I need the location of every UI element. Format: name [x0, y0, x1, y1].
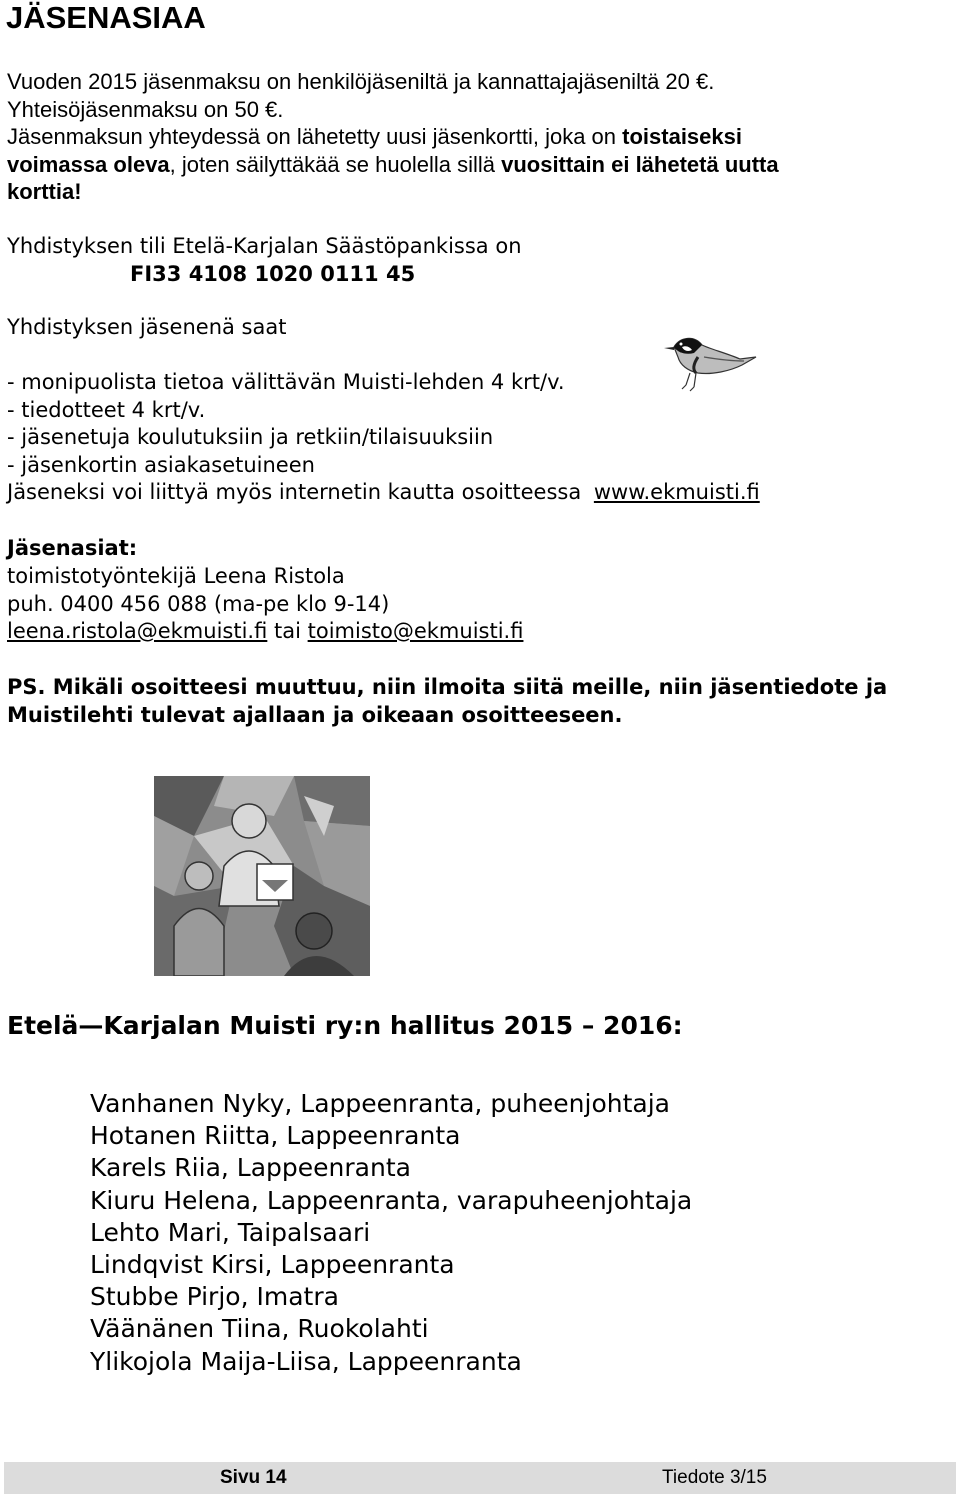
board-member: Hotanen Riitta, Lappeenranta — [90, 1121, 461, 1151]
email-separator: tai — [267, 619, 308, 643]
contact-heading: Jäsenasiat: — [7, 536, 138, 560]
fee-bold-text: vuosittain ei lähetetä uutta — [501, 151, 779, 177]
join-line — [7, 478, 760, 506]
fee-line-2: Yhteisöjäsenmaksu on 50 €. — [7, 96, 284, 122]
bank-account-intro: Yhdistyksen tili Etelä-Karjalan Säästöpankissa on — [7, 234, 522, 258]
fee-bold-text: voimassa oleva — [7, 151, 170, 177]
board-member: Kiuru Helena, Lappeenranta, varapuheenjohtaja — [90, 1185, 693, 1215]
footer-page-number: Sivu 14 — [220, 1467, 287, 1488]
contact-emails — [7, 617, 523, 645]
fee-line-4 — [7, 151, 779, 179]
benefit-item: - monipuolista tietoa välittävän Muisti-lehden 4 krt/v. — [7, 370, 565, 394]
contact-phone: puh. 0400 456 088 (ma-pe klo 9-14) — [7, 591, 390, 616]
fee-line-3 — [7, 123, 779, 151]
board-title: Etelä—Karjalan Muisti ry:n hallitus 2015 – 2016: — [7, 1011, 683, 1040]
ps-line-2: Muistilehti tulevat ajallaan ja oikeaan osoitteeseen. — [7, 703, 623, 727]
bank-account-number: FI33 4108 1020 0111 45 — [130, 262, 416, 286]
benefits-intro: Yhdistyksen jäsenenä saat — [7, 315, 287, 339]
footer-document-id: Tiedote 3/15 — [662, 1467, 767, 1488]
email-link-leena[interactable]: leena.ristola@ekmuisti.fi — [7, 619, 268, 643]
board-member: Karels Riia, Lappeenranta — [90, 1153, 411, 1183]
membership-fee-section — [7, 68, 779, 206]
board-member: Väänänen Tiina, Ruokolahti — [90, 1314, 429, 1344]
board-members-list — [90, 1088, 692, 1378]
fee-line-1: Vuoden 2015 jäsenmaksu on henkilöjäseniltä ja kannattajajäseniltä 20 €. — [7, 69, 715, 94]
benefits-list — [7, 368, 760, 506]
contact-block — [7, 562, 523, 645]
footer-bar — [4, 1462, 956, 1494]
ps-line-1: PS. Mikäli osoitteesi muuttuu, niin ilmoita siitä meille, niin jäsentiedote ja — [7, 675, 888, 699]
fee-text: , joten säilyttäkää se huolella sillä — [169, 151, 502, 177]
board-member: Stubbe Pirjo, Imatra — [90, 1282, 339, 1312]
fee-bold-text: toistaiseksi — [622, 124, 742, 149]
benefit-item: - jäsenkortin asiakasetuineen — [7, 452, 315, 477]
contact-person: toimistotyöntekijä Leena Ristola — [7, 564, 345, 588]
fee-bold-text: korttia! — [7, 179, 82, 204]
bird-illustration — [660, 335, 760, 393]
board-member: Lindqvist Kirsi, Lappeenranta — [90, 1250, 455, 1280]
ps-note — [7, 673, 887, 729]
join-text: Jäseneksi voi liittyä myös internetin kautta osoitteessa — [7, 480, 588, 504]
benefit-item: - jäsenetuja koulutuksiin ja retkiin/tilaisuuksiin — [7, 425, 494, 449]
page-title: JÄSENASIAA — [6, 0, 206, 35]
website-link[interactable]: www.ekmuisti.fi — [593, 480, 760, 504]
board-member: Ylikojola Maija-Liisa, Lappeenranta — [90, 1346, 522, 1376]
fee-text: Jäsenmaksun yhteydessä on lähetetty uusi jäsenkortti, joka on — [7, 124, 623, 149]
fee-line-5 — [7, 178, 779, 206]
people-meeting-clipart — [154, 776, 370, 976]
benefit-item: - tiedotteet 4 krt/v. — [7, 397, 206, 422]
board-member: Lehto Mari, Taipalsaari — [90, 1217, 371, 1247]
email-link-toimisto[interactable]: toimisto@ekmuisti.fi — [307, 619, 524, 643]
board-member: Vanhanen Nyky, Lappeenranta, puheenjohtaja — [90, 1089, 670, 1118]
